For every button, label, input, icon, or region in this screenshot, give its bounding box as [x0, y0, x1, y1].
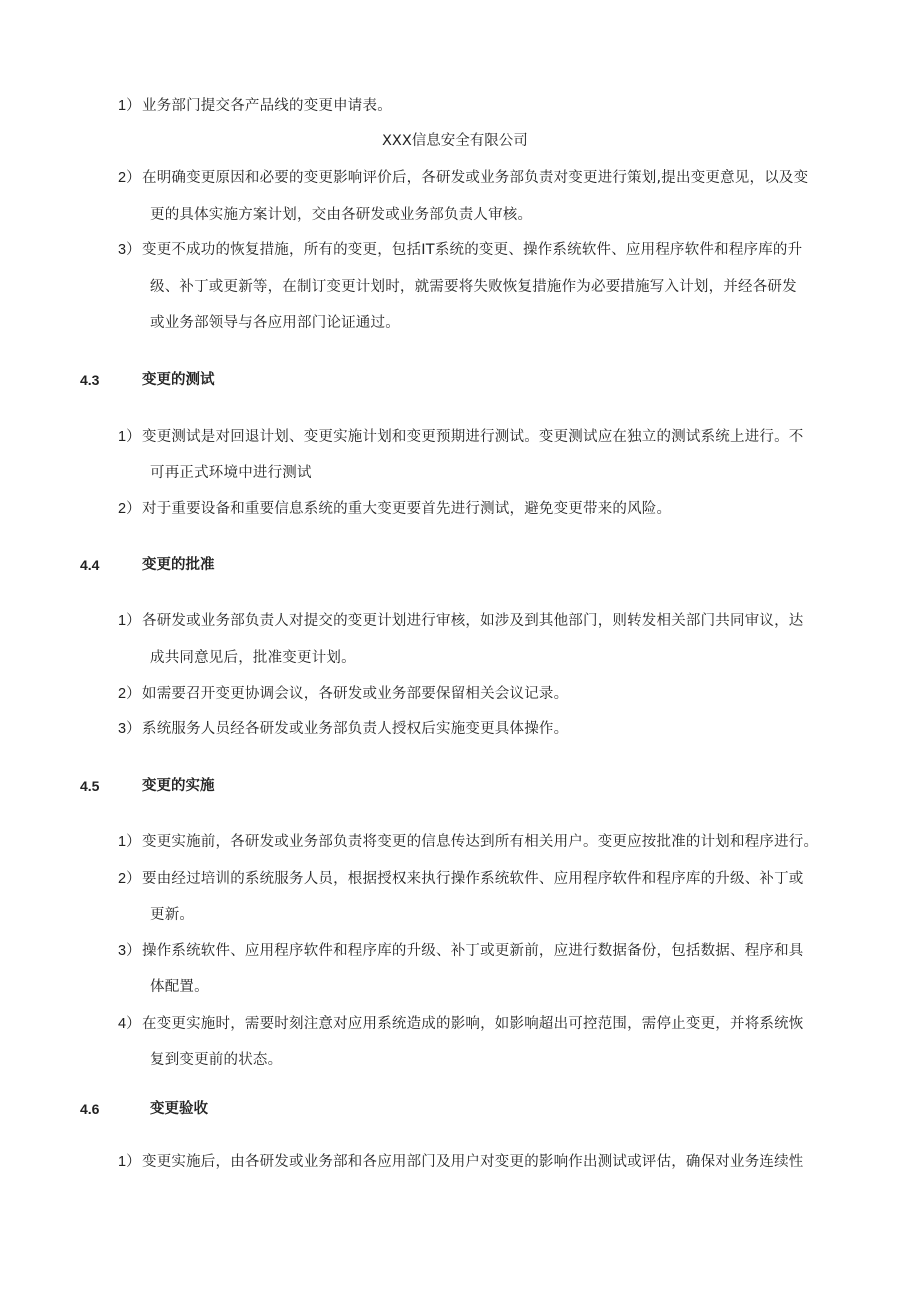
paragraph-line: 级、补丁或更新等，在制订变更计划时，就需要将失败恢复措施作为必要措施写入计划，并经各研发: [150, 279, 797, 295]
paragraph-line: 在变更实施时，需要时刻注意对应用系统造成的影响，如影响超出可控范围，需停止变更，并将系统恢: [142, 1016, 804, 1032]
paragraph-line: 要由经过培训的系统服务人员，根据授权来执行操作系统软件、应用程序软件和程序库的升级、补丁或: [142, 871, 804, 887]
paragraph-line: 复到变更前的状态。: [150, 1052, 283, 1068]
paragraph-line: 可再正式环境中进行测试: [150, 465, 312, 481]
section-number: 4.3: [80, 372, 100, 388]
list-number: 4）: [118, 1016, 141, 1032]
list-number: 1）: [118, 613, 141, 629]
paragraph-line: 成共同意见后，批准变更计划。: [150, 650, 356, 666]
paragraph-line: 变更测试是对回退计划、变更实施计划和变更预期进行测试。变更测试应在独立的测试系统上进行。不: [142, 429, 804, 445]
paragraph-line: 业务部门提交各产品线的变更申请表。: [142, 98, 392, 114]
list-number: 1）: [118, 834, 141, 850]
list-number: 1）: [118, 1154, 141, 1170]
list-number: 2）: [118, 501, 141, 517]
paragraph-line: 各研发或业务部负责人对提交的变更计划进行审核，如涉及到其他部门，则转发相关部门共同审议，达: [142, 613, 804, 629]
section-number: 4.6: [80, 1101, 100, 1117]
paragraph-line: 更新。: [150, 907, 195, 923]
paragraph-line: 或业务部领导与各应用部门论证通过。: [150, 315, 400, 331]
paragraph-line: 体配置。: [150, 979, 209, 995]
paragraph-line: 对于重要设备和重要信息系统的重大变更要首先进行测试，避免变更带来的风险。: [142, 501, 672, 517]
list-number: 2）: [118, 170, 141, 186]
paragraph-line: 如需要召开变更协调会议，各研发或业务部要保留相关会议记录。: [142, 686, 569, 702]
paragraph-line: 变更不成功的恢复措施，所有的变更，包括IT系统的变更、操作系统软件、应用程序软件和程序库的升: [142, 242, 803, 258]
paragraph-line: 变更实施前，各研发或业务部负责将变更的信息传达到所有相关用户。变更应按批准的计划和程序进行。: [142, 834, 819, 850]
section-title: 变更验收: [150, 1101, 208, 1117]
list-number: 3）: [118, 721, 141, 737]
section-title: 变更的测试: [142, 372, 215, 388]
paragraph-line: 变更实施后，由各研发或业务部和各应用部门及用户对变更的影响作出测试或评估，确保对业务连续性: [142, 1154, 804, 1170]
list-number: 1）: [118, 98, 141, 114]
paragraph-line: 系统服务人员经各研发或业务部负责人授权后实施变更具体操作。: [142, 721, 569, 737]
list-number: 2）: [118, 871, 141, 887]
section-number: 4.5: [80, 778, 100, 794]
list-number: 3）: [118, 242, 141, 258]
list-number: 3）: [118, 943, 141, 959]
company-name: XXX信息安全有限公司: [382, 133, 528, 149]
section-title: 变更的实施: [142, 778, 215, 794]
list-number: 1）: [118, 429, 141, 445]
paragraph-line: 操作系统软件、应用程序软件和程序库的升级、补丁或更新前，应进行数据备份，包括数据、程序和具: [142, 943, 804, 959]
list-number: 2）: [118, 686, 141, 702]
section-title: 变更的批准: [142, 557, 215, 573]
paragraph-line: 更的具体实施方案计划，交由各研发或业务部负责人审核。: [150, 207, 533, 223]
section-number: 4.4: [80, 557, 100, 573]
paragraph-line: 在明确变更原因和必要的变更影响评价后，各研发或业务部负责对变更进行策划,提出变更意见，以及变: [142, 170, 809, 186]
